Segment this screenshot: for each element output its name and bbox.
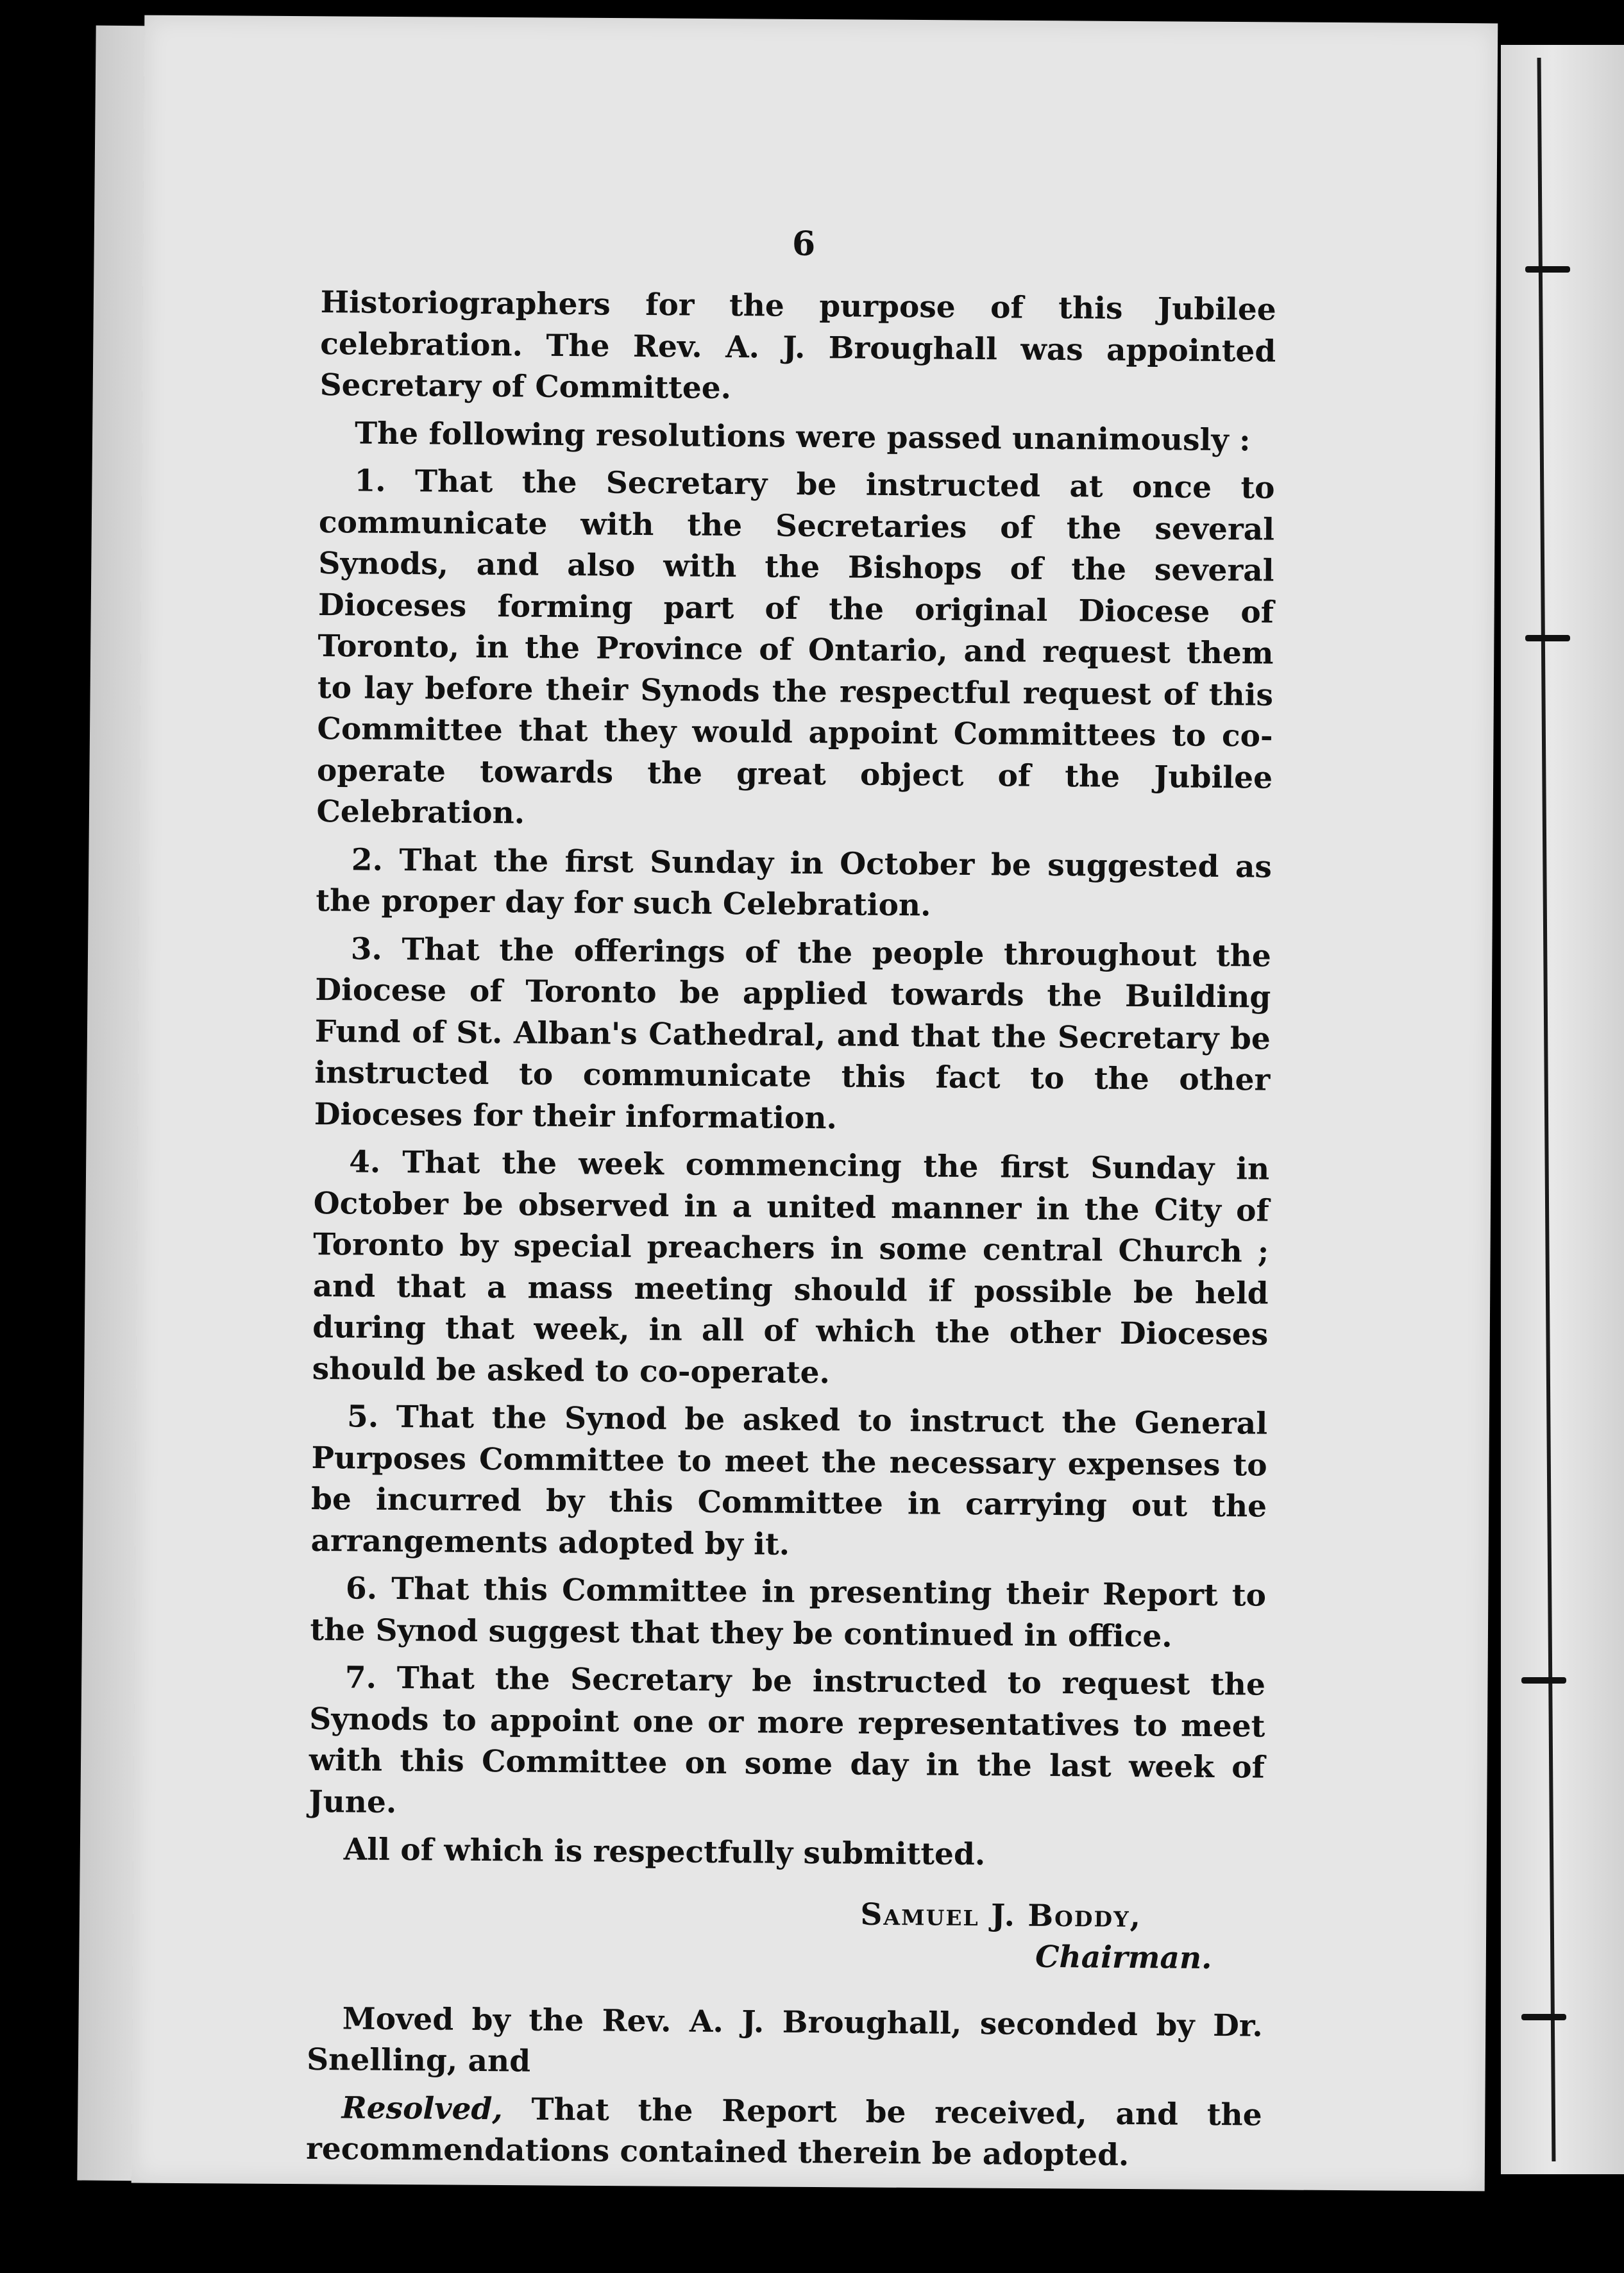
signatory-title: Chairman. <box>1035 1939 1212 1976</box>
closing-statement: All of which is respectfully submitted. <box>343 1832 986 1873</box>
resolution-item: 1. That the Secretary be instructed at once to communicate with the Secretaries of the several Synods, and also with the Bishops of the several Dioceses forming part of the original Diocese of Toronto, in the Province of Ontario, and request them to lay before their Synods the respectful request of this Committee that they would appoint Committees to co-operate towards the great object of the Jubilee Celebration. <box>316 463 1275 831</box>
signatory-name: Samuel J. Boddy, <box>860 1897 1142 1934</box>
resolved-paragraph <box>306 2087 1262 2177</box>
resolution-item: 6. That this Committee in presenting their Report to the Synod suggest that they be continued in office. <box>310 1571 1267 1654</box>
adjacent-pages <box>1501 45 1624 2174</box>
opening-paragraph: Historiographers for the purpose of this Jubilee celebration. The Rev. A. J. Broughall was appointed Secretary of Committee. <box>319 284 1276 407</box>
binding-stitch-mark <box>1521 2014 1566 2020</box>
resolution-item: 7. That the Secretary be instructed to request the Synods to appoint one or more representatives to meet with this Committee on some day in the last week of June. <box>309 1660 1266 1820</box>
resolution-item: 2. That the first Sunday in October be suggested as the proper day for such Celebration. <box>316 841 1273 924</box>
resolved-text: That the Report be received, and the recommendations contained therein be adopted. <box>305 2091 1262 2173</box>
resolution-item: 3. That the offerings of the people throughout the Diocese of Toronto be applied towards the Building Fund of St. Alban's Cathedral, and that the Secretary be instructed to communicate this fact to the other Dioceses for their information. <box>314 931 1272 1136</box>
resolved-label: Resolved, <box>341 2090 503 2127</box>
motion-paragraph: Moved by the Rev. A. J. Broughall, seconded by Dr. Snelling, and <box>307 2000 1263 2079</box>
resolutions-intro: The following resolutions were passed unanimously : <box>354 415 1251 458</box>
binding-stitch-mark <box>1525 635 1570 641</box>
document-body <box>306 282 1276 2184</box>
binding-stitch-mark <box>1521 1677 1566 1684</box>
binding-stitch-mark <box>1525 266 1570 273</box>
resolution-item: 4. That the week commencing the first Sunday in October be observed in a united manner in the City of Toronto by special preachers in some central Church ; and that a mass meeting should if possible be held during that week, in all of which the other Dioceses should be asked to co-operate. <box>312 1144 1270 1390</box>
signature-block <box>307 1889 1264 1980</box>
page-number: 6 <box>792 224 816 264</box>
resolution-item: 5. That the Synod be asked to instruct the General Purposes Committee to meet the necessary expenses to be incurred by this Committee in carrying out the arrangements adopted by it. <box>310 1399 1268 1562</box>
